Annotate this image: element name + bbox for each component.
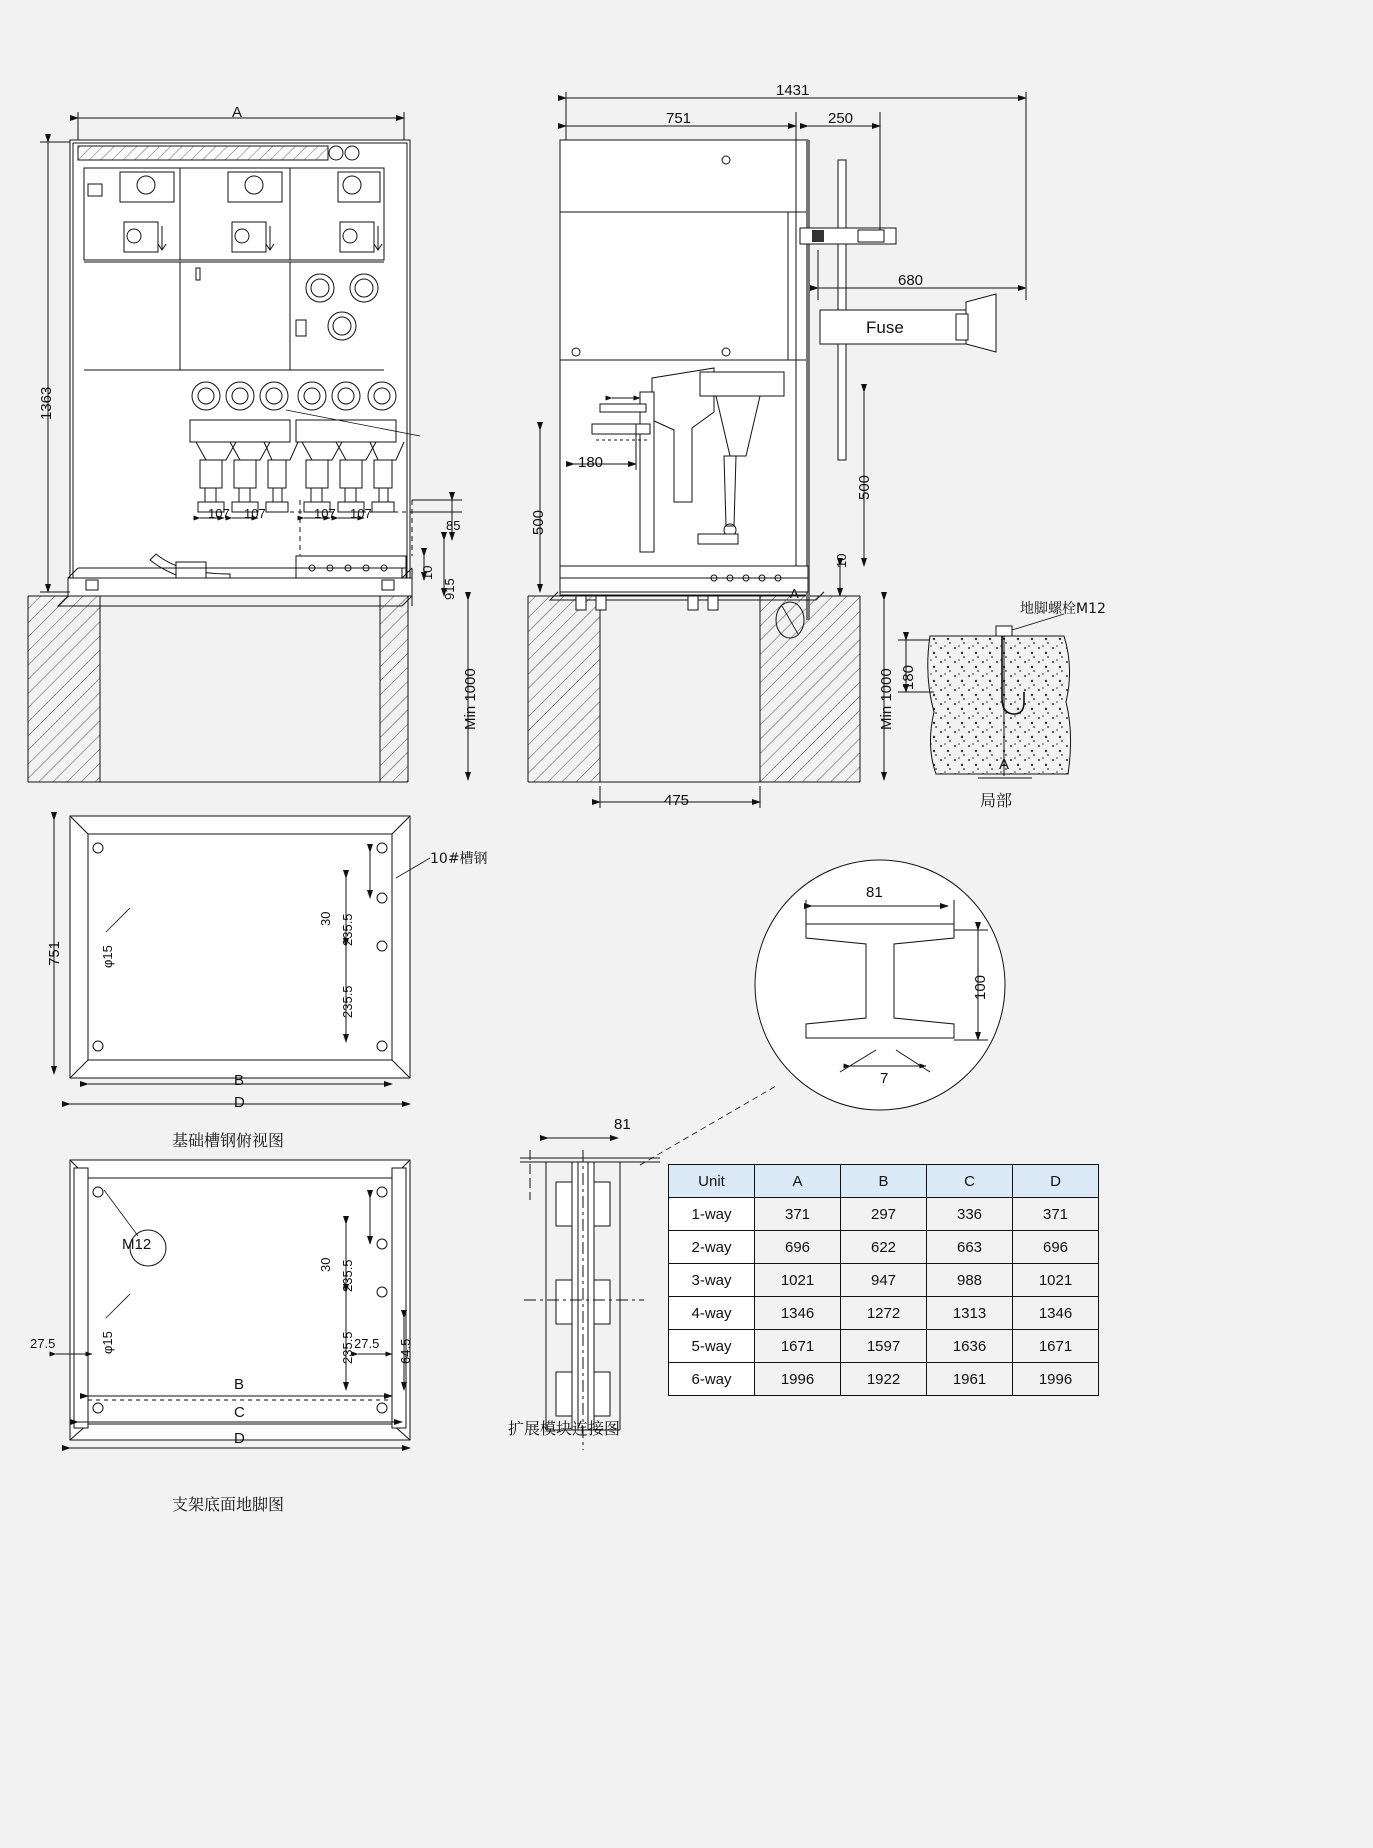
- module-dim-81: 81: [614, 1116, 631, 1133]
- section-dim-7: 7: [880, 1070, 889, 1087]
- front-height-dim: 1363: [38, 386, 55, 420]
- base-top-dim-235-a: 235.5: [340, 913, 355, 946]
- section-dim-100: 100: [972, 974, 989, 1000]
- table-row: [669, 1330, 1099, 1363]
- base-bottom-label-d: D: [234, 1430, 245, 1447]
- cell-b: 297: [841, 1198, 927, 1231]
- cell-b: 1922: [841, 1363, 927, 1396]
- table-row: [669, 1264, 1099, 1297]
- front-width-label: A: [232, 104, 243, 121]
- detail-caption: 局部: [980, 791, 1013, 810]
- base-top-label-b: B: [234, 1072, 245, 1089]
- cell-unit: 1-way: [669, 1198, 755, 1231]
- th-a: A: [755, 1165, 841, 1198]
- side-detail-mark: A: [790, 586, 799, 601]
- base-bottom-dim-235-b: 235.5: [340, 1331, 355, 1364]
- cell-unit: 5-way: [669, 1330, 755, 1363]
- cell-d: 1671: [1013, 1330, 1099, 1363]
- cell-b: 947: [841, 1264, 927, 1297]
- base-bottom-label-b: B: [234, 1376, 245, 1393]
- base-bottom-label-c: C: [234, 1404, 245, 1421]
- cell-c: 1313: [927, 1297, 1013, 1330]
- th-b: B: [841, 1165, 927, 1198]
- cell-d: 1021: [1013, 1264, 1099, 1297]
- base-top-dim-235-b: 235.5: [340, 985, 355, 1018]
- th-c: C: [927, 1165, 1013, 1198]
- base-top-label-d: D: [234, 1094, 245, 1111]
- cell-a: 1346: [755, 1297, 841, 1330]
- front-dim-10: 10: [420, 565, 435, 580]
- side-min-depth: Min 1000: [878, 668, 895, 730]
- base-top-dim-30: 30: [318, 911, 333, 926]
- front-dim-85: 85: [446, 518, 461, 533]
- side-dim-500-left: 500: [530, 509, 547, 535]
- table-row: [669, 1363, 1099, 1396]
- th-unit: Unit: [669, 1165, 755, 1198]
- side-total-width: 1431: [776, 82, 810, 99]
- cell-d: 1346: [1013, 1297, 1099, 1330]
- module-caption: 扩展模块连接图: [508, 1419, 621, 1438]
- side-dim-751: 751: [666, 110, 692, 127]
- cell-a: 1021: [755, 1264, 841, 1297]
- side-dim-500-right: 500: [856, 474, 873, 500]
- cell-c: 336: [927, 1198, 1013, 1231]
- cell-d: 696: [1013, 1231, 1099, 1264]
- base-bottom-dim-27-right: 27.5: [354, 1336, 380, 1351]
- cell-c: 988: [927, 1264, 1013, 1297]
- detail-dim-180: 180: [900, 664, 917, 690]
- base-bottom-bolt-label: M12: [122, 1236, 152, 1253]
- cell-d: 371: [1013, 1198, 1099, 1231]
- bushing-dim-3: 107: [314, 506, 336, 521]
- bushing-dim-2: 107: [244, 506, 266, 521]
- cell-b: 1597: [841, 1330, 927, 1363]
- cell-d: 1996: [1013, 1363, 1099, 1396]
- front-min-depth: Min 1000: [462, 668, 479, 730]
- base-bottom-hole-label: φ15: [100, 1331, 115, 1354]
- cell-unit: 2-way: [669, 1231, 755, 1264]
- cell-c: 1636: [927, 1330, 1013, 1363]
- side-dim-10: 10: [834, 553, 849, 568]
- cell-a: 1671: [755, 1330, 841, 1363]
- side-dim-250: 250: [828, 110, 854, 127]
- fuse-label: Fuse: [866, 318, 904, 337]
- cell-a: 696: [755, 1231, 841, 1264]
- table-row: [669, 1297, 1099, 1330]
- unit-dimension-table: [668, 1164, 1099, 1396]
- base-top-dim-751: 751: [46, 940, 63, 966]
- cell-b: 1272: [841, 1297, 927, 1330]
- cell-b: 622: [841, 1231, 927, 1264]
- side-dim-180: 180: [578, 454, 604, 471]
- bushing-dim-1: 107: [208, 506, 230, 521]
- cell-c: 1961: [927, 1363, 1013, 1396]
- base-top-hole-label: φ15: [100, 945, 115, 968]
- base-bottom-dim-235-a: 235.5: [340, 1259, 355, 1292]
- table-row: [669, 1231, 1099, 1264]
- cell-unit: 6-way: [669, 1363, 755, 1396]
- table-header-row: [669, 1165, 1099, 1198]
- base-bottom-dim-64-5: 64.5: [398, 1338, 413, 1364]
- cell-a: 1996: [755, 1363, 841, 1396]
- section-dim-81: 81: [866, 884, 883, 901]
- anchor-bolt-label: 地脚螺栓M12: [1020, 601, 1106, 617]
- cell-a: 371: [755, 1198, 841, 1231]
- cell-unit: 4-way: [669, 1297, 755, 1330]
- side-dim-475: 475: [664, 792, 690, 809]
- table-row: [669, 1198, 1099, 1231]
- base-bottom-dim-27-left: 27.5: [30, 1336, 56, 1351]
- bushing-dim-4: 107: [350, 506, 372, 521]
- cell-c: 663: [927, 1231, 1013, 1264]
- front-dim-915: 915: [442, 578, 457, 600]
- base-bottom-dim-30: 30: [318, 1257, 333, 1272]
- cell-unit: 3-way: [669, 1264, 755, 1297]
- th-d: D: [1013, 1165, 1099, 1198]
- base-bottom-caption: 支架底面地脚图: [172, 1495, 285, 1514]
- base-top-caption: 基础槽钢俯视图: [172, 1131, 285, 1150]
- channel-steel-label: 10#槽钢: [430, 851, 488, 867]
- detail-mark-a: A: [999, 756, 1010, 773]
- side-dim-680: 680: [898, 272, 924, 289]
